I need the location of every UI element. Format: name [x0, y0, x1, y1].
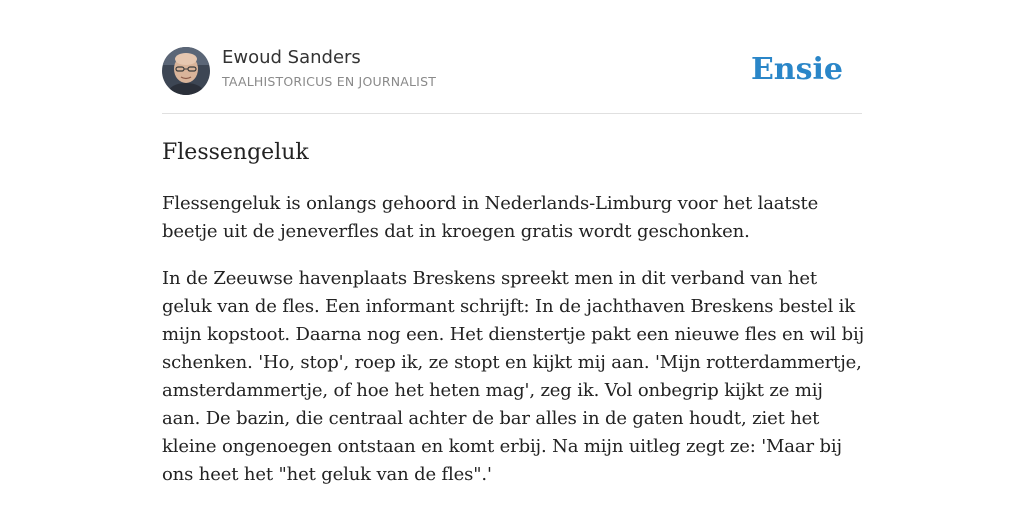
divider	[162, 113, 862, 114]
author-photo	[162, 47, 210, 95]
author-role: TAALHISTORICUS EN JOURNALIST	[222, 74, 437, 89]
article-paragraph: Flessengeluk is onlangs gehoord in Nederlands-Limburg voor het laatste beetje uit de jeneverfles dat in kroegen gratis wordt geschonken.	[162, 193, 819, 242]
author-header	[162, 46, 862, 96]
brand-logo[interactable]: Ensie	[750, 52, 843, 87]
article-paragraph: In de Zeeuwse havenplaats Breskens spreekt men in dit verband van het geluk van de fles. Een informant schrijft: In de jachthaven Breskens bestel ik mijn kopstoot. Daarna nog een. Het dienstertje pakt een nieuwe fles en wil bij schenken. 'Ho, stop', roep ik, ze stopt en kijkt mij aan. 'Mijn rotterdammertje, amsterdammertje, of hoe het heten mag', zeg ik. Vol onbegrip kijkt ze mij aan. De bazin, die centraal achter de bar alles in de gaten houdt, ziet het kleine ongenoegen ontstaan en komt erbij. Na mijn uitleg zegt ze: 'Maar bij ons heet het "het geluk van de fles".'	[162, 268, 865, 485]
avatar[interactable]	[162, 47, 210, 95]
author-name[interactable]: Ewoud Sanders	[222, 47, 361, 68]
article-body	[162, 190, 866, 508]
page-title: Flessengeluk	[162, 140, 309, 165]
